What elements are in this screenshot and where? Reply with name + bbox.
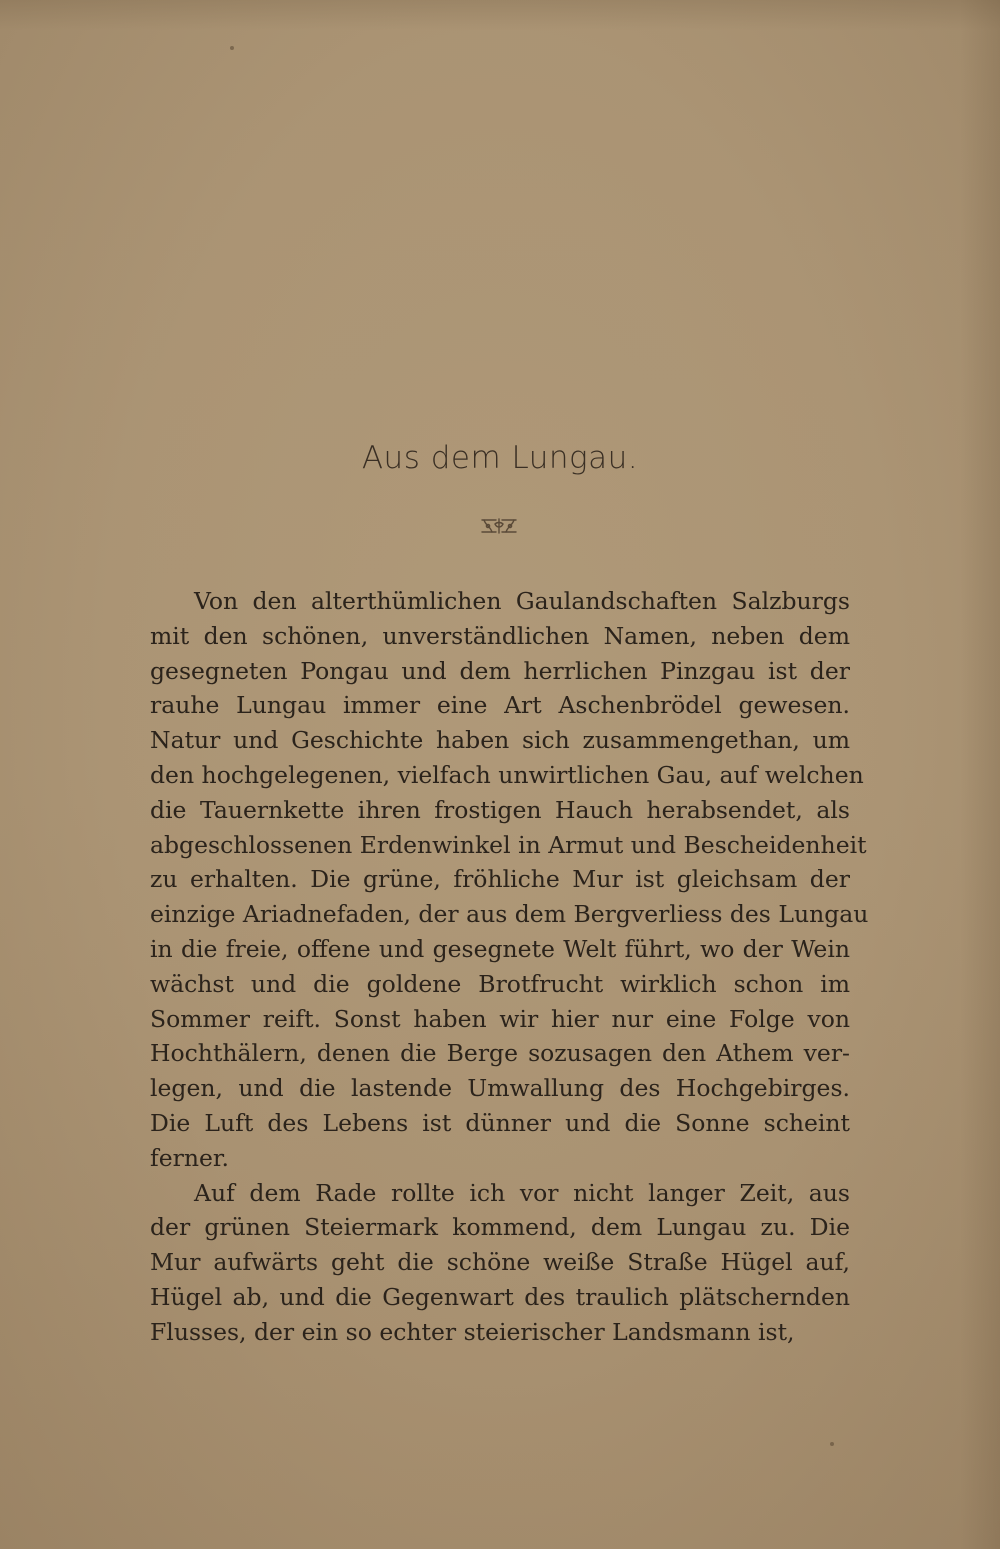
text-line: in die freie, offene und gesegnete Welt führt, wo der Wein [150, 934, 850, 963]
text-line: zu erhalten. Die grüne, fröhliche Mur ist gleichsam der [150, 865, 850, 894]
text-line: der grünen Steiermark kommend, dem Lungau zu. Die [150, 1213, 850, 1242]
text-line: ferner. [150, 1143, 230, 1172]
text-line: die Tauernkette ihren frostigen Hauch herabsendet, als [150, 795, 850, 824]
body-text [150, 584, 869, 1350]
text-line: abgeschlossenen Erdenwinkel in Armut und Bescheidenheit [150, 830, 867, 859]
text-line: Hochthälern, denen die Berge sozusagen den Athem ver- [150, 1039, 850, 1068]
text-line: rauhe Lungau immer eine Art Aschenbrödel gewesen. [150, 691, 850, 720]
text-line: mit den schönen, unverständlichen Namen, neben dem [150, 621, 850, 650]
text-line: Von den alterthümlichen Gaulandschaften Salzburgs [194, 587, 850, 615]
text-line: Mur aufwärts geht die schöne weiße Straße Hügel auf, [150, 1248, 850, 1277]
page-right-shadow [960, 0, 1000, 1549]
text-line: Die Luft des Lebens ist dünner und die Sonne scheint [150, 1108, 850, 1137]
text-line: Hügel ab, und die Gegenwart des traulich plätschernden [150, 1282, 850, 1311]
page-top-shadow [0, 0, 1000, 30]
paper-fleck [230, 46, 234, 50]
text-line: wächst und die goldene Brotfrucht wirklich schon im [150, 969, 850, 998]
text-line: einzige Ariadnefaden, der aus dem Bergverliess des Lungau [150, 900, 869, 929]
text-line: Flusses, der ein so echter steierischer Landsmann ist, [150, 1317, 795, 1346]
text-line: Auf dem Rade rollte ich vor nicht langer Zeit, aus [194, 1178, 850, 1207]
floral-ornament-icon [480, 516, 518, 536]
text-line: den hochgelegenen, vielfach unwirtlichen Gau, auf welchen [150, 760, 864, 789]
text-line: gesegneten Pongau und dem herrlichen Pinzgau ist der [150, 656, 850, 685]
paper-fleck [830, 1442, 834, 1446]
text-line: Sommer reift. Sonst haben wir hier nur eine Folge von [150, 1004, 850, 1033]
chapter-title: Aus dem Lungau. [361, 440, 639, 476]
text-line: Natur und Geschichte haben sich zusammengethan, um [150, 726, 850, 755]
text-line: legen, und die lastende Umwallung des Hochgebirges. [150, 1074, 850, 1103]
